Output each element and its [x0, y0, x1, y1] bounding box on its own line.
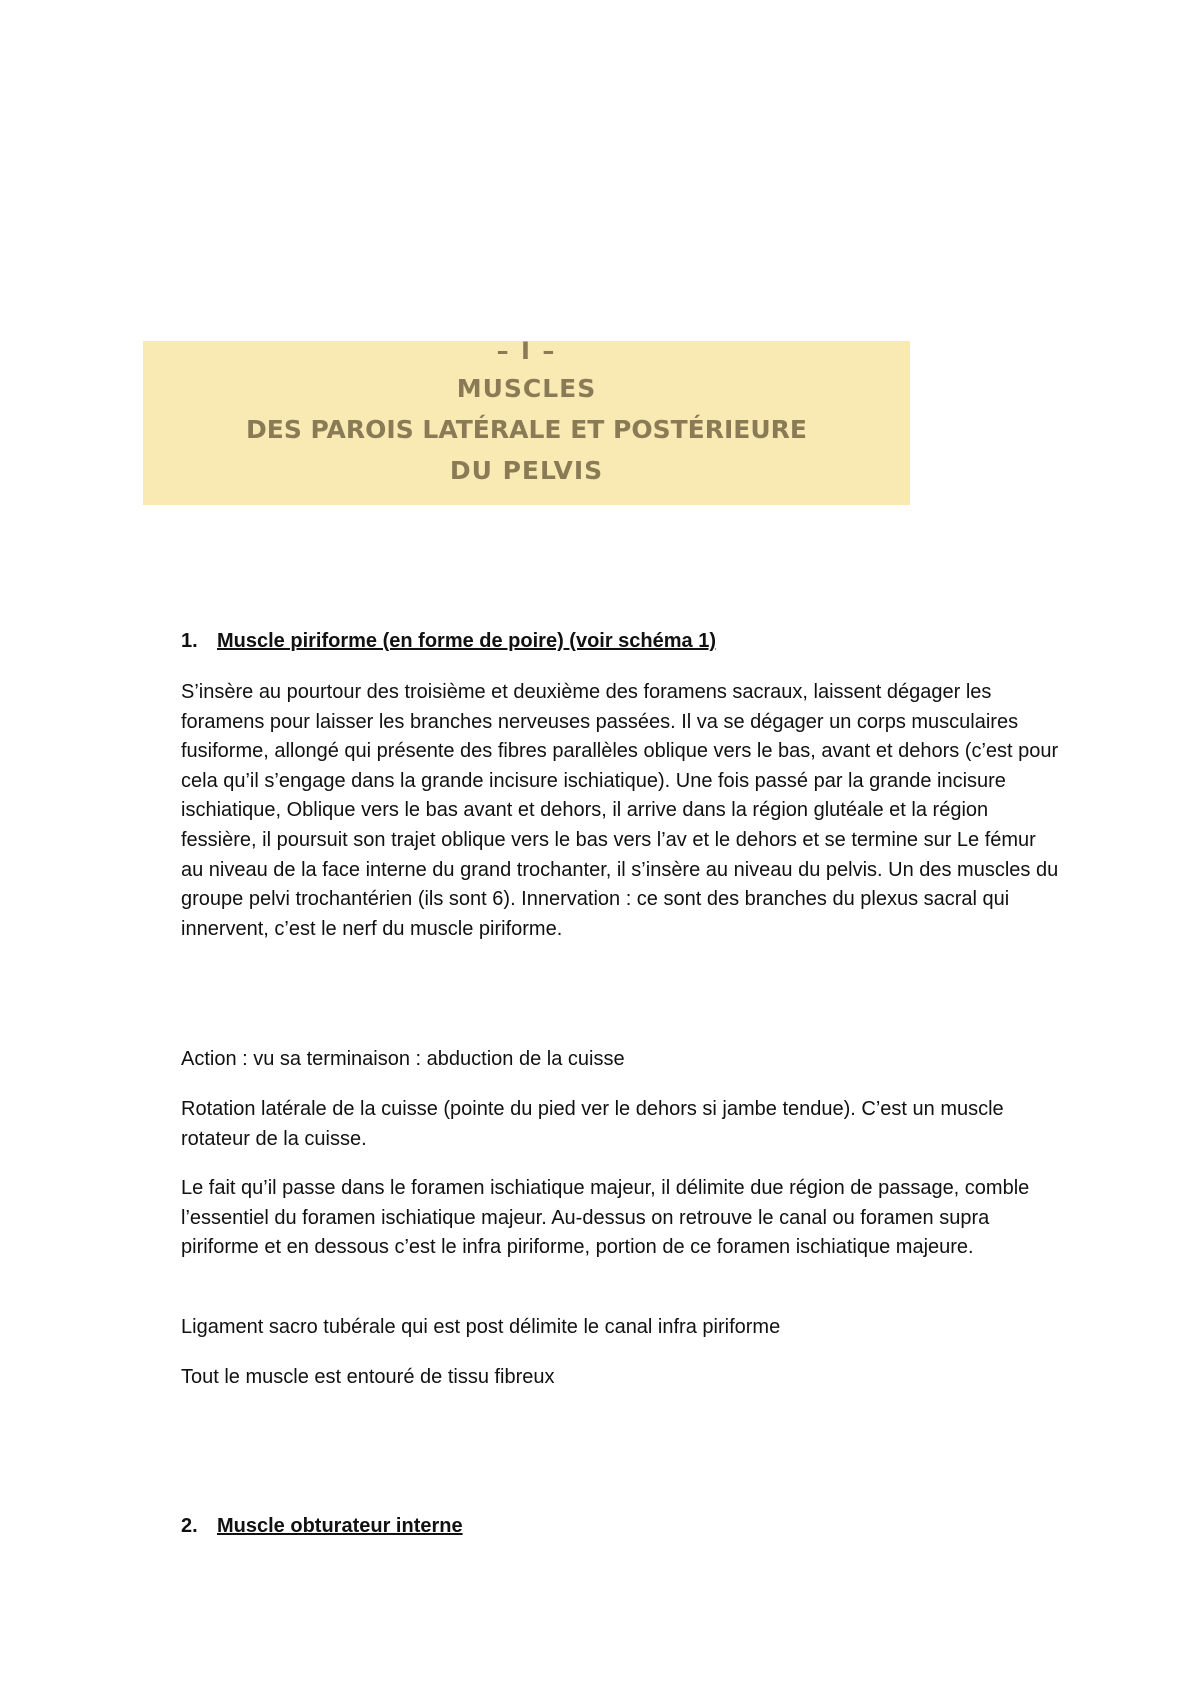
- chapter-title-line-1: MUSCLES: [456, 374, 597, 403]
- section-1-foramen: Le fait qu’il passe dans le foramen ischiatique majeur, il délimite due région de passage, comble l’essentiel du foramen ischiatique majeur. Au-dessus on retrouve le canal ou foramen supra piriforme et en dessous c’est le infra piriforme, portion de ce foramen ischiatique majeure.: [181, 1177, 1030, 1259]
- chapter-title-line-3: DU PELVIS: [449, 456, 604, 485]
- section-2-heading: [181, 1512, 463, 1541]
- section-1-number: 1.: [181, 630, 198, 652]
- section-1-rotation: Rotation latérale de la cuisse (pointe du pied ver le dehors si jambe tendue). C’est un muscle rotateur de la cuisse.: [181, 1098, 1004, 1150]
- section-1-tissue: Tout le muscle est entouré de tissu fibreux: [181, 1366, 555, 1388]
- section-1-ligament: Ligament sacro tubérale qui est post délimite le canal infra piriforme: [181, 1316, 781, 1338]
- section-1-description: S’insère au pourtour des troisième et deuxième des foramens sacraux, laissent dégager les foramens pour laisser les branches nerveuses passées. Il va se dégager un corps musculaires fusiforme, allongé qui présente des fibres parallèles oblique vers le bas, avant et dehors (c’est pour cela qu’il s’engage dans la grande incisure ischiatique). Une fois passé par la grande incisure ischiatique, Oblique vers le bas avant et dehors, il arrive dans la région glutéale et la région fessière, il poursuit son trajet oblique vers le bas vers l’av et le dehors et se termine sur Le fémur au niveau de la face interne du grand trochanter, il s’insère au niveau du pelvis. Un des muscles du groupe pelvi trochantérien (ils sont 6). Innervation : ce sont des branches du plexus sacral qui innervent, c’est le nerf du muscle piriforme.: [181, 681, 1059, 940]
- chapter-number: – I –: [496, 337, 557, 365]
- section-1-action: Action : vu sa terminaison : abduction de la cuisse: [181, 1048, 625, 1070]
- chapter-title-banner: [143, 337, 910, 505]
- chapter-title-line-2: DES PAROIS LATÉRALE ET POSTÉRIEURE: [245, 415, 807, 444]
- section-2-title: Muscle obturateur interne: [217, 1515, 463, 1537]
- section-2-number: 2.: [181, 1515, 198, 1537]
- section-1-title: Muscle piriforme (en forme de poire) (voir schéma 1): [217, 630, 717, 652]
- section-1-heading: [181, 627, 716, 656]
